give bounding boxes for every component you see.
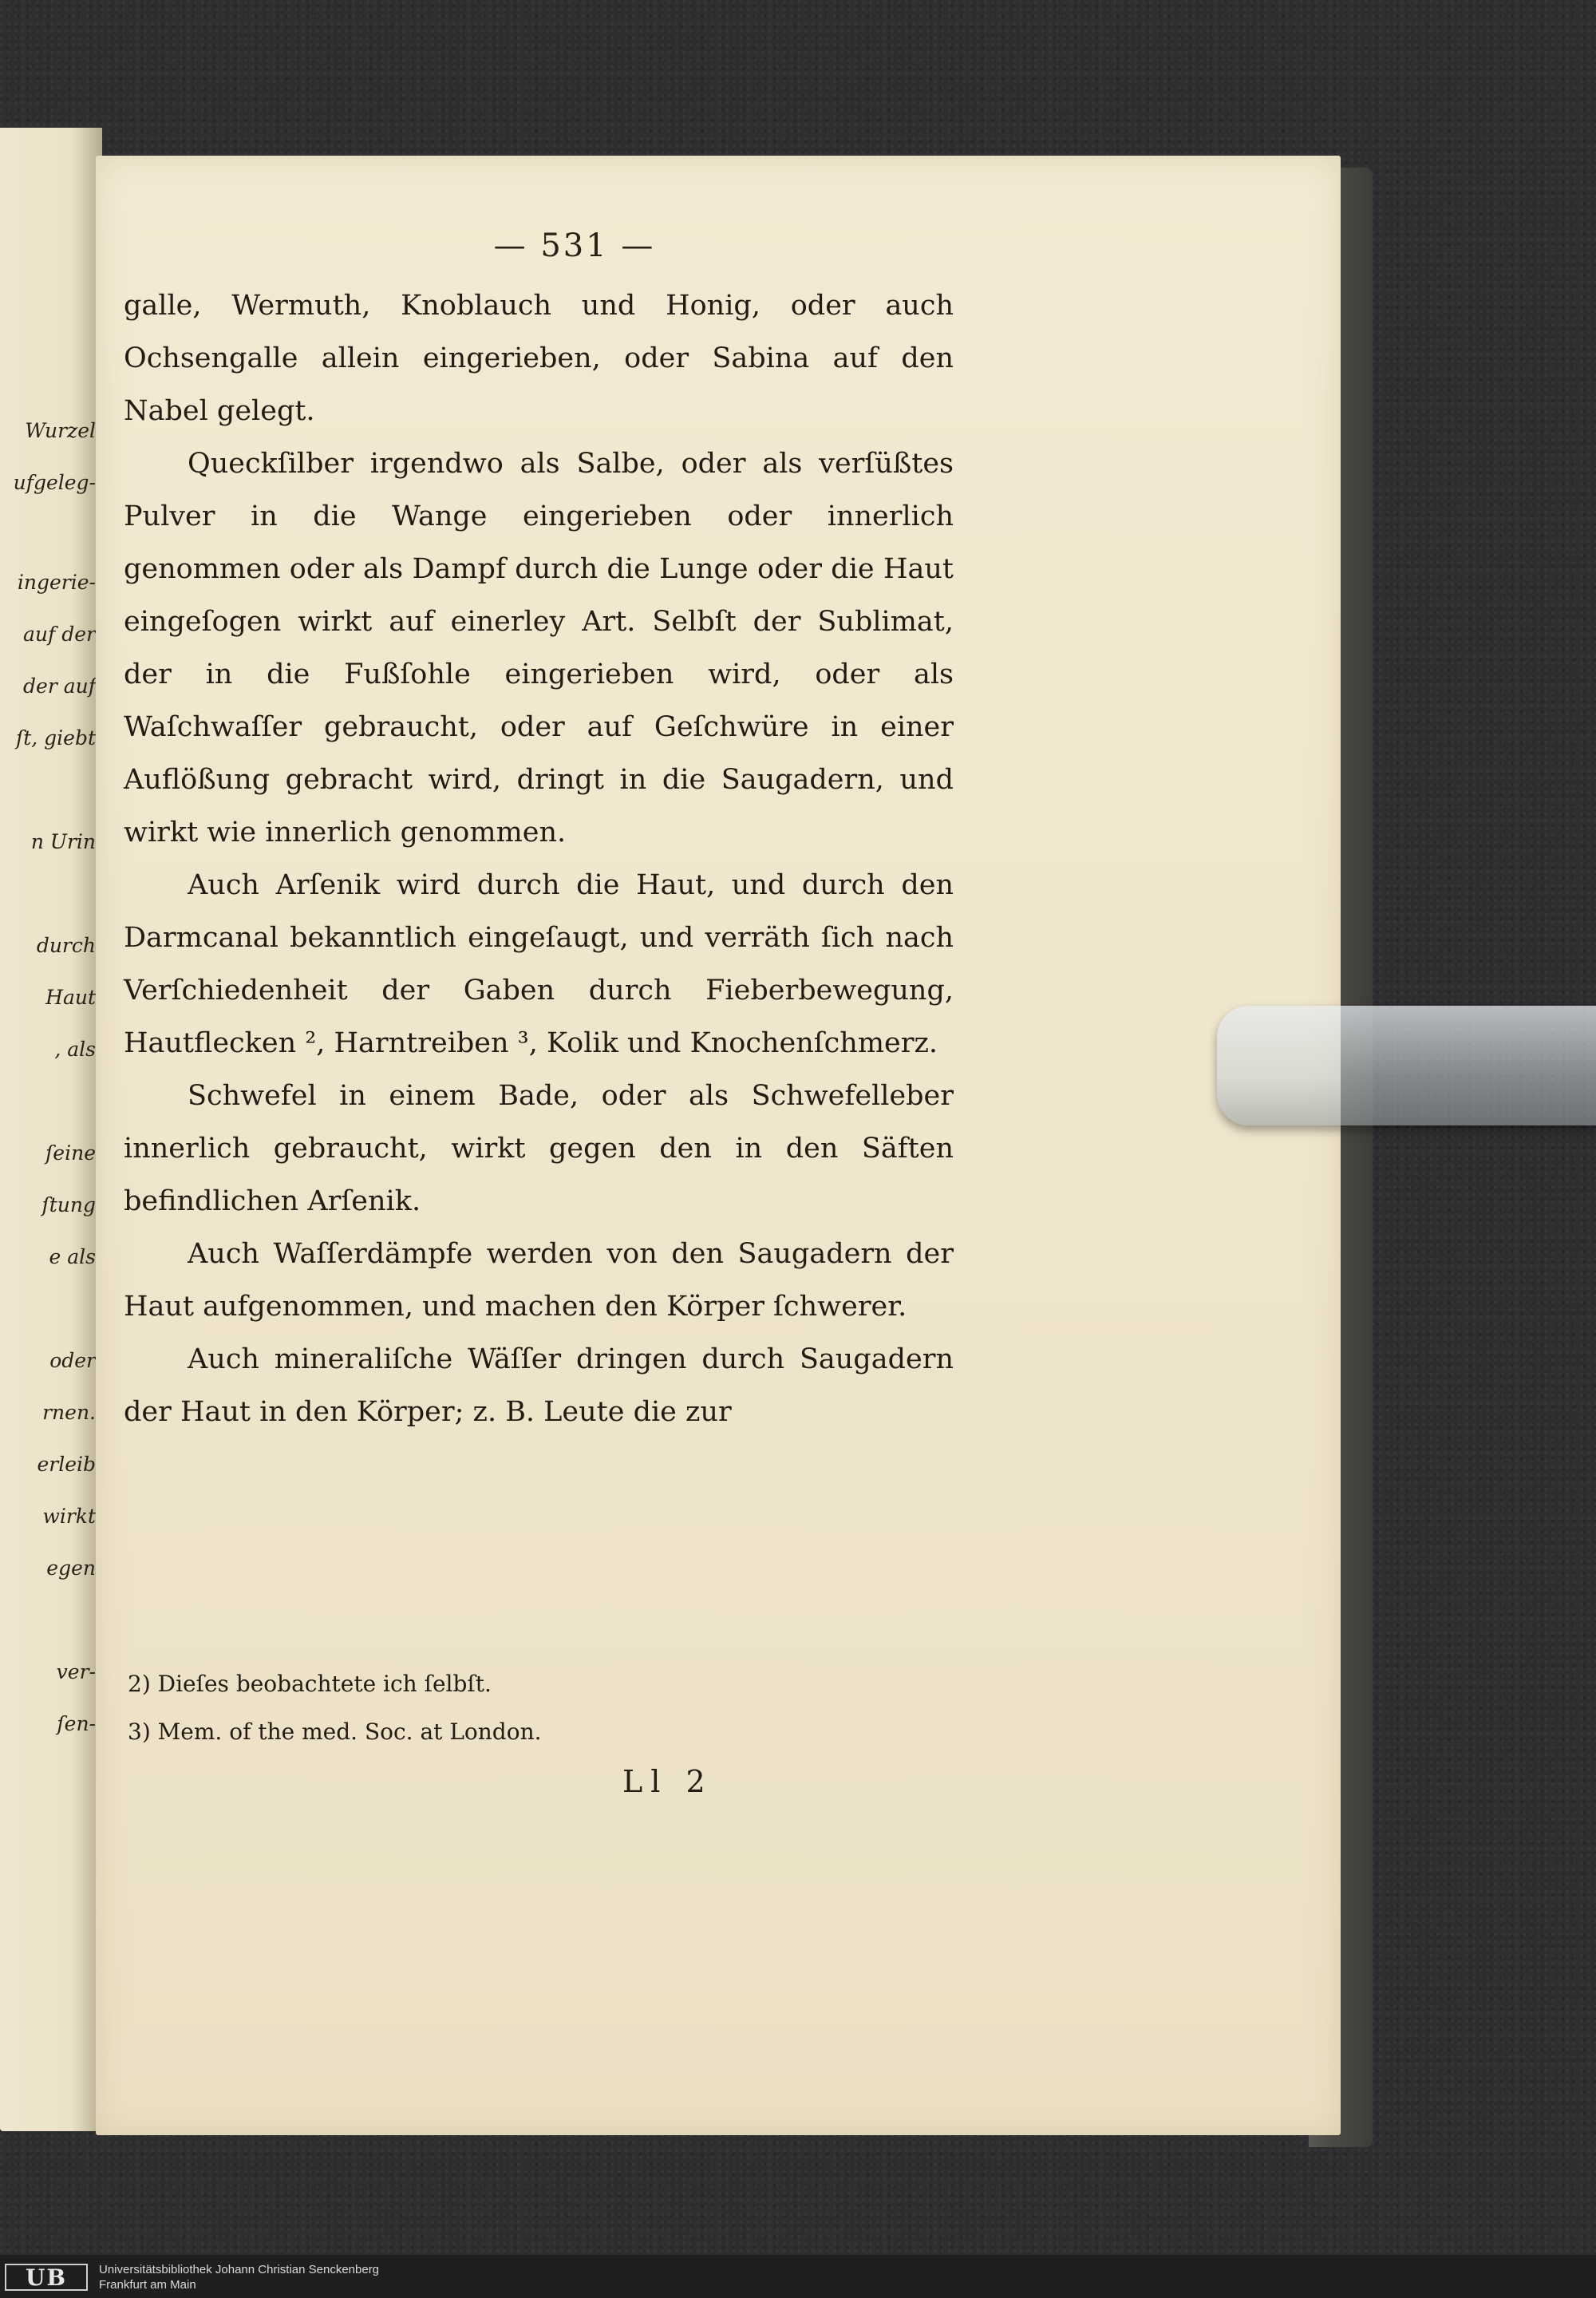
page-clip-holder	[1217, 1006, 1596, 1125]
left-page-fragment: ſtung	[41, 1193, 96, 1216]
left-page-fragment: , als	[54, 1038, 96, 1061]
left-page	[0, 128, 102, 2131]
left-page-fragment: oder	[49, 1349, 96, 1372]
paragraph: Queckſilber irgendwo als Salbe, oder als verſüßtes Pulver in die Wange eingerieben oder innerlich genommen oder als Dampf durch die Lunge oder die Haut eingeſogen wirkt auf einerley Art. Selbſt der Sublimat, der in die Fußſohle eingerieben wird, oder als Waſchwaſſer gebraucht, oder auf Geſchwüre in einer Auflößung gebracht wird, dringt in die Saugadern, und wirkt wie innerlich genommen.	[124, 448, 954, 848]
left-page-fragment: wirkt	[42, 1505, 96, 1528]
library-logo: UB	[5, 2264, 88, 2291]
left-page-fragment: e als	[49, 1245, 96, 1268]
left-page-fragment: auf der	[23, 623, 96, 646]
paragraph: Auch mineraliſche Wäſſer dringen durch Saugadern der Haut in den Körper; z. B. Leute die zur	[124, 1343, 954, 1428]
left-page-fragment: ufgeleg-	[13, 471, 96, 494]
left-page-fragment: ſeine	[45, 1141, 96, 1165]
body-text	[124, 279, 954, 1438]
footnotes	[128, 1660, 846, 1756]
left-page-fragment: der auf	[23, 674, 96, 698]
left-page-fragment: ingerie-	[17, 571, 96, 594]
left-page-fragment: durch	[36, 934, 96, 957]
library-city: Frankfurt am Main	[99, 2278, 196, 2292]
library-credit	[99, 2262, 379, 2292]
left-page-fragment: n Urin	[30, 830, 96, 853]
library-name: Universitätsbibliothek Johann Christian Senckenberg	[99, 2263, 380, 2276]
left-page-fragment: Haut	[45, 986, 96, 1009]
left-page-fragment: ſt, giebt	[15, 726, 96, 750]
signature-mark: Ll 2	[622, 1764, 713, 1799]
left-page-fragment: Wurzel	[25, 419, 96, 442]
paragraph: Auch Arſenik wird durch die Haut, und durch den Darmcanal bekanntlich eingeſaugt, und verräth ſich nach Verſchiedenheit der Gaben durch Fieberbewegung, Hautflecken ², Harntreiben ³, Kolik und Knochenſchmerz.	[124, 869, 954, 1059]
footnote: 3) Mem. of the med. Soc. at London.	[128, 1719, 542, 1745]
paragraph: Auch Waſſerdämpfe werden von den Saugadern der Haut aufgenommen, und machen den Körper ſchwerer.	[124, 1238, 954, 1323]
paragraph: galle, Wermuth, Knoblauch und Honig, oder auch Ochsengalle allein eingerieben, oder Sabina auf den Nabel gelegt.	[124, 290, 954, 427]
left-page-fragment: ſen-	[57, 1712, 96, 1735]
left-page-fragment: rnen.	[42, 1401, 96, 1424]
paragraph: Schwefel in einem Bade, oder als Schwefelleber innerlich gebraucht, wirkt gegen den in den Säften befindlichen Arſenik.	[124, 1080, 954, 1217]
left-page-fragment: egen	[46, 1556, 96, 1580]
left-page-fragment: ver-	[56, 1660, 96, 1683]
page-number: — 531 —	[493, 227, 656, 264]
left-page-fragment: erleib	[37, 1453, 96, 1476]
footnote: 2) Dieſes beobachtete ich ſelbſt.	[128, 1671, 492, 1697]
